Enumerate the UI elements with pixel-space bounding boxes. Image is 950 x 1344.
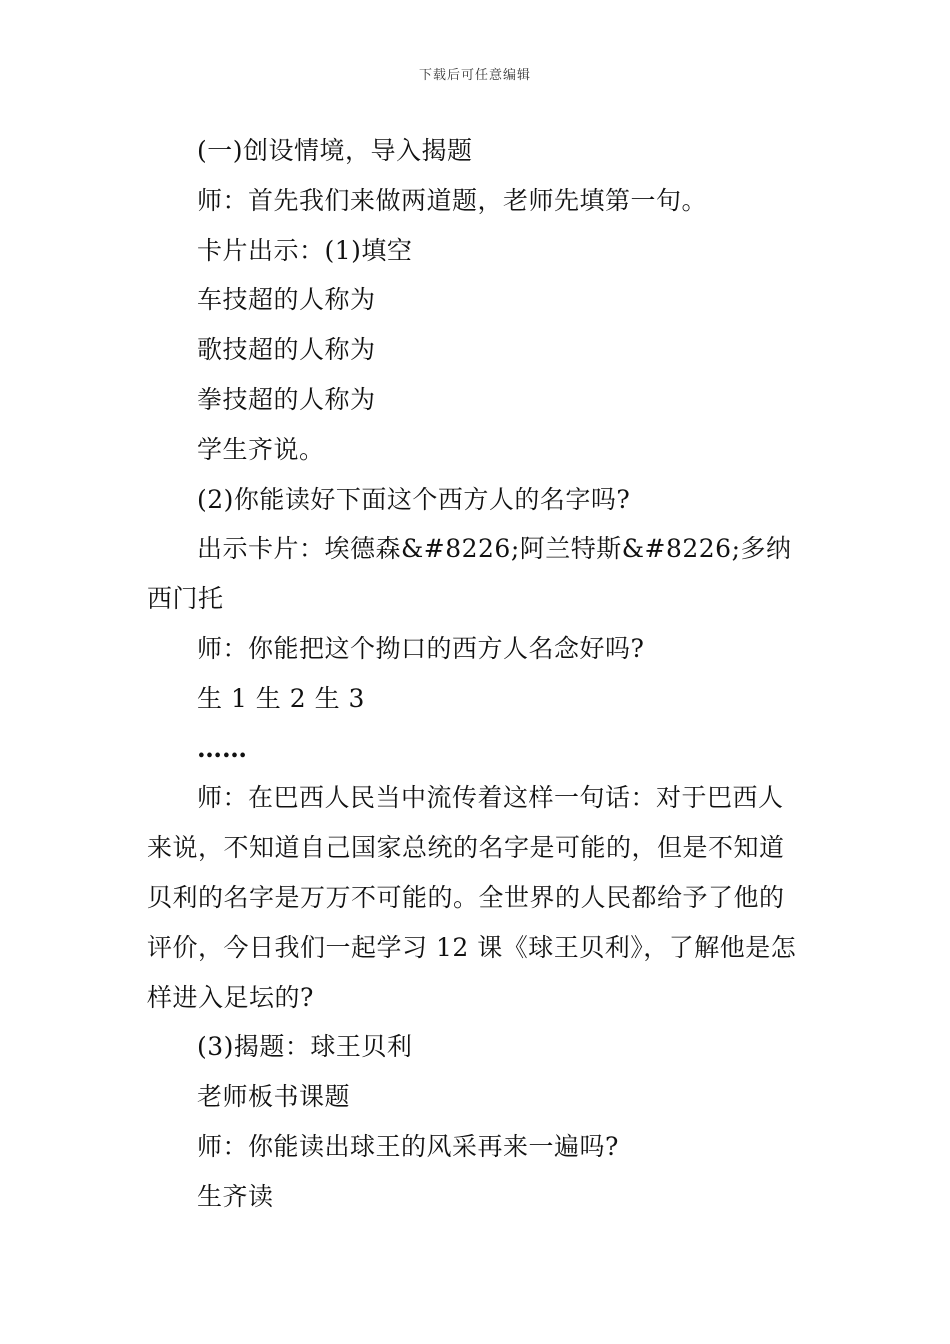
ellipsis-line: …… bbox=[197, 733, 247, 763]
teacher-line: 师：你能读出球王的风采再来一遍吗? bbox=[197, 1131, 619, 1161]
teacher-paragraph: 师：在巴西人民当中流传着这样一句话：对于巴西人来说，不知道自己国家总统的名字是可能的，但是不知道贝利的名字是万万不可能的。全世界的人民都给予了他的评价，今日我们一起学习 12 课《球王贝利》，了解他是怎样进入足坛的? bbox=[147, 783, 797, 1012]
document-body bbox=[147, 126, 807, 1222]
teacher-line: 师：你能把这个拗口的西方人名念好吗? bbox=[197, 633, 645, 663]
fill-blank-item: 拳技超的人称为 bbox=[197, 384, 376, 414]
board-line: 老师板书课题 bbox=[197, 1082, 351, 1112]
card-instruction: 卡片出示：(1)填空 bbox=[197, 235, 413, 265]
question-line: (2)你能读好下面这个西方人的名字吗? bbox=[197, 484, 631, 514]
fill-blank-item: 歌技超的人称为 bbox=[197, 335, 376, 365]
fill-blank-item: 车技超的人称为 bbox=[197, 285, 376, 315]
page-header: 下载后可任意编辑 bbox=[418, 68, 531, 83]
teacher-line: 师：首先我们来做两道题，老师先填第一句。 bbox=[197, 185, 708, 215]
student-line: 生 1 生 2 生 3 bbox=[197, 683, 365, 713]
student-line: 学生齐说。 bbox=[197, 434, 325, 464]
student-line: 生齐读 bbox=[197, 1181, 274, 1211]
card-line: 出示卡片：埃德森&#8226;阿兰特斯&#8226;多纳西门托 bbox=[147, 534, 792, 614]
topic-line: (3)揭题：球王贝利 bbox=[197, 1032, 413, 1062]
section-heading: (一)创设情境，导入揭题 bbox=[197, 136, 473, 165]
